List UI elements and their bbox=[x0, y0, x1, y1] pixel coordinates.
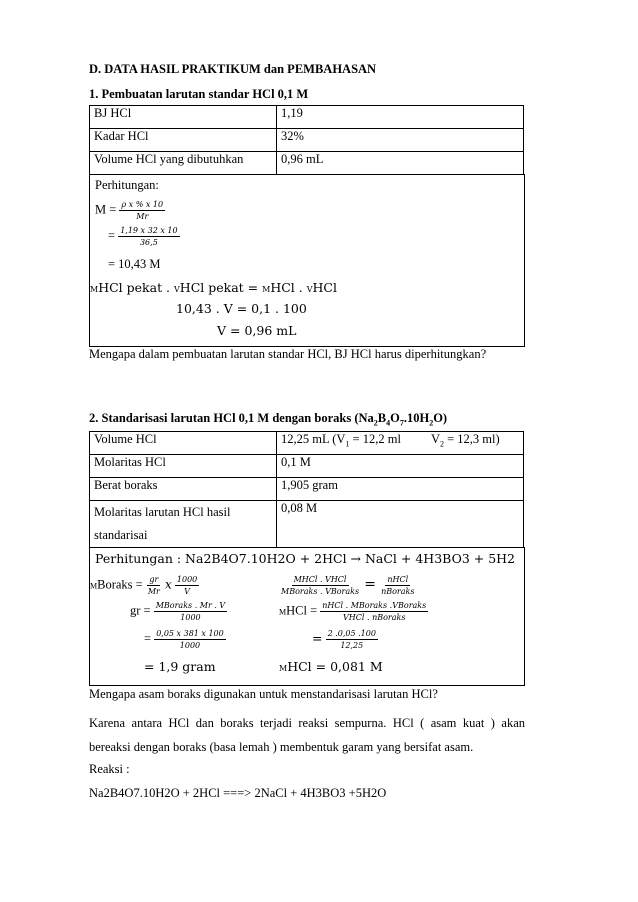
mhcl-formula bbox=[279, 600, 428, 623]
small-v: V bbox=[174, 285, 180, 294]
part1-question: Mengapa dalam pembuatan larutan standar HCl, BJ HCl harus diperhitungkan? bbox=[89, 347, 487, 361]
denominator: VHCl . nBoraks bbox=[343, 613, 406, 622]
dilution-formula bbox=[90, 280, 337, 295]
denominator: 1000 bbox=[179, 641, 201, 650]
text: HCl . bbox=[270, 280, 307, 295]
fraction bbox=[119, 199, 165, 222]
denominator: Mr bbox=[136, 212, 149, 221]
subscript: 2 bbox=[440, 439, 444, 449]
title-text: 2. Standarisasi larutan HCl 0,1 M dengan boraks (Na bbox=[89, 411, 374, 425]
subscript: 2 bbox=[373, 418, 378, 428]
part2-question: Mengapa asam boraks digunakan untuk menstandarisasi larutan HCl? bbox=[89, 687, 438, 701]
cell-label: Molaritas larutan HCl hasil standarisai bbox=[90, 501, 277, 548]
cell-label: Volume HCl yang dibutuhkan bbox=[90, 152, 277, 175]
denominator: 36,5 bbox=[139, 238, 158, 247]
small-m: M bbox=[279, 664, 288, 673]
vol-text: 12,25 mL (V bbox=[281, 432, 346, 446]
denominator: 1000 bbox=[180, 613, 201, 622]
fraction bbox=[146, 574, 162, 597]
formula-m2 bbox=[108, 225, 180, 248]
reaksi-label: Reaksi : bbox=[89, 762, 130, 776]
denominator: V bbox=[184, 587, 190, 596]
text: HCl pekat . bbox=[98, 280, 175, 295]
cell-value: 0,1 M bbox=[277, 455, 524, 478]
formula-m bbox=[95, 199, 165, 222]
denominator: nBoraks bbox=[381, 587, 415, 596]
text: gr = bbox=[130, 603, 151, 618]
fraction bbox=[154, 600, 227, 623]
numerator: nHCl . MBoraks .VBoraks bbox=[322, 601, 427, 610]
small-m: M bbox=[262, 285, 271, 294]
numerator: gr bbox=[149, 575, 159, 584]
numerator: 2 .0,05 .100 bbox=[327, 629, 376, 638]
numerator: ρ x % x 10 bbox=[121, 200, 164, 209]
fraction bbox=[118, 225, 179, 248]
cell-value: 0,08 M bbox=[277, 501, 524, 548]
denominator: 12,25 bbox=[340, 641, 364, 650]
fraction bbox=[175, 574, 199, 597]
ratio-formula bbox=[279, 574, 416, 597]
text: Boraks = bbox=[97, 577, 143, 592]
text: HCl bbox=[312, 280, 337, 295]
calc-label: Perhitungan: bbox=[95, 178, 159, 192]
vol-text: V bbox=[430, 432, 440, 446]
part1-calc-box bbox=[89, 174, 525, 347]
cell-label: Molaritas HCl bbox=[90, 455, 277, 478]
cell-label: Berat boraks bbox=[90, 478, 277, 501]
cell-label: BJ HCl bbox=[90, 106, 277, 129]
part2-title bbox=[89, 411, 447, 428]
title-text: O bbox=[390, 411, 400, 425]
times: x bbox=[164, 577, 172, 592]
gr-result: = 1,9 gram bbox=[144, 659, 216, 674]
calc-reaction bbox=[95, 551, 515, 566]
cell-value: 1,19 bbox=[277, 106, 524, 129]
cell-value: 1,905 gram bbox=[277, 478, 524, 501]
small-m: M bbox=[90, 285, 99, 294]
cell-label: Volume HCl bbox=[90, 432, 277, 455]
eq-sign: = bbox=[144, 631, 152, 646]
m-eq: M = bbox=[95, 202, 117, 217]
numerator: MBoraks . Mr . V bbox=[155, 601, 226, 610]
subscript: 4 bbox=[386, 418, 391, 428]
numerator: MHCl . VHCl bbox=[293, 575, 347, 584]
eq-sign: = bbox=[364, 576, 376, 593]
calc-label: Perhitungan : Na bbox=[95, 551, 204, 566]
dilution-line2: 10,43 . V = 0,1 . 100 bbox=[176, 301, 307, 316]
title-text: O) bbox=[433, 411, 448, 425]
mhcl-calc bbox=[312, 628, 378, 651]
gr-formula bbox=[130, 600, 227, 623]
subscript: 1 bbox=[345, 439, 350, 449]
reaksi-equation: Na2B4O7.10H2O + 2HCl ===> 2NaCl + 4H3BO3 +5H2O bbox=[89, 786, 387, 800]
numerator: 1000 bbox=[176, 575, 198, 584]
numerator: 1,19 x 32 x 10 bbox=[120, 226, 178, 235]
part2-table bbox=[89, 431, 524, 548]
subscript: 7 bbox=[399, 418, 404, 428]
text: HCl = 0,081 M bbox=[287, 659, 383, 674]
small-m: M bbox=[279, 607, 287, 617]
part1-title: 1. Pembuatan larutan standar HCl 0,1 M bbox=[89, 87, 309, 101]
fraction bbox=[279, 574, 361, 597]
eq-sign: = bbox=[108, 228, 116, 243]
title-text: B bbox=[377, 411, 387, 425]
fraction bbox=[154, 628, 226, 651]
cell-value: 32% bbox=[277, 129, 524, 152]
gr-calc bbox=[144, 628, 226, 651]
part2-answer: Karena antara HCl dan boraks terjadi reaksi sempurna. HCl ( asam kuat ) akan bereaksi dengan boraks (basa lemah ) membentuk garam yang bersifat asam. bbox=[89, 716, 525, 754]
subscript: 2 bbox=[429, 418, 434, 428]
cell-label: Kadar HCl bbox=[90, 129, 277, 152]
vol-text: = 12,3 ml) bbox=[444, 432, 500, 446]
small-m: M bbox=[90, 581, 98, 591]
part1-table bbox=[89, 105, 524, 175]
fraction bbox=[326, 628, 378, 651]
title-text: .10H bbox=[403, 411, 430, 425]
part2-calc-box bbox=[89, 547, 525, 686]
m-result: = 10,43 M bbox=[108, 257, 161, 271]
cell-value bbox=[277, 432, 524, 455]
mboraks-formula bbox=[90, 574, 199, 597]
denominator: Mr bbox=[147, 587, 160, 596]
text: HCl pekat = bbox=[179, 280, 263, 295]
numerator: 0,05 x 381 x 100 bbox=[156, 629, 224, 638]
denominator: MBoraks . VBoraks bbox=[281, 587, 360, 596]
dilution-line3: V = 0,96 mL bbox=[217, 323, 297, 338]
fraction bbox=[379, 574, 416, 597]
mhcl-result bbox=[279, 659, 383, 674]
eq-sign: = bbox=[312, 630, 323, 646]
vol-text: = 12,2 ml bbox=[349, 432, 401, 446]
fraction bbox=[320, 600, 428, 623]
text: HCl = bbox=[286, 603, 318, 618]
section-title: D. DATA HASIL PRAKTIKUM dan PEMBAHASAN bbox=[89, 62, 377, 76]
small-v: V bbox=[306, 285, 313, 294]
cell-value: 0,96 mL bbox=[277, 152, 524, 175]
numerator: nHCl bbox=[387, 575, 409, 584]
reaction-text: 2B4O7.10H2O + 2HCl → NaCl + 4H3BO3 + 5H2 bbox=[203, 551, 516, 566]
